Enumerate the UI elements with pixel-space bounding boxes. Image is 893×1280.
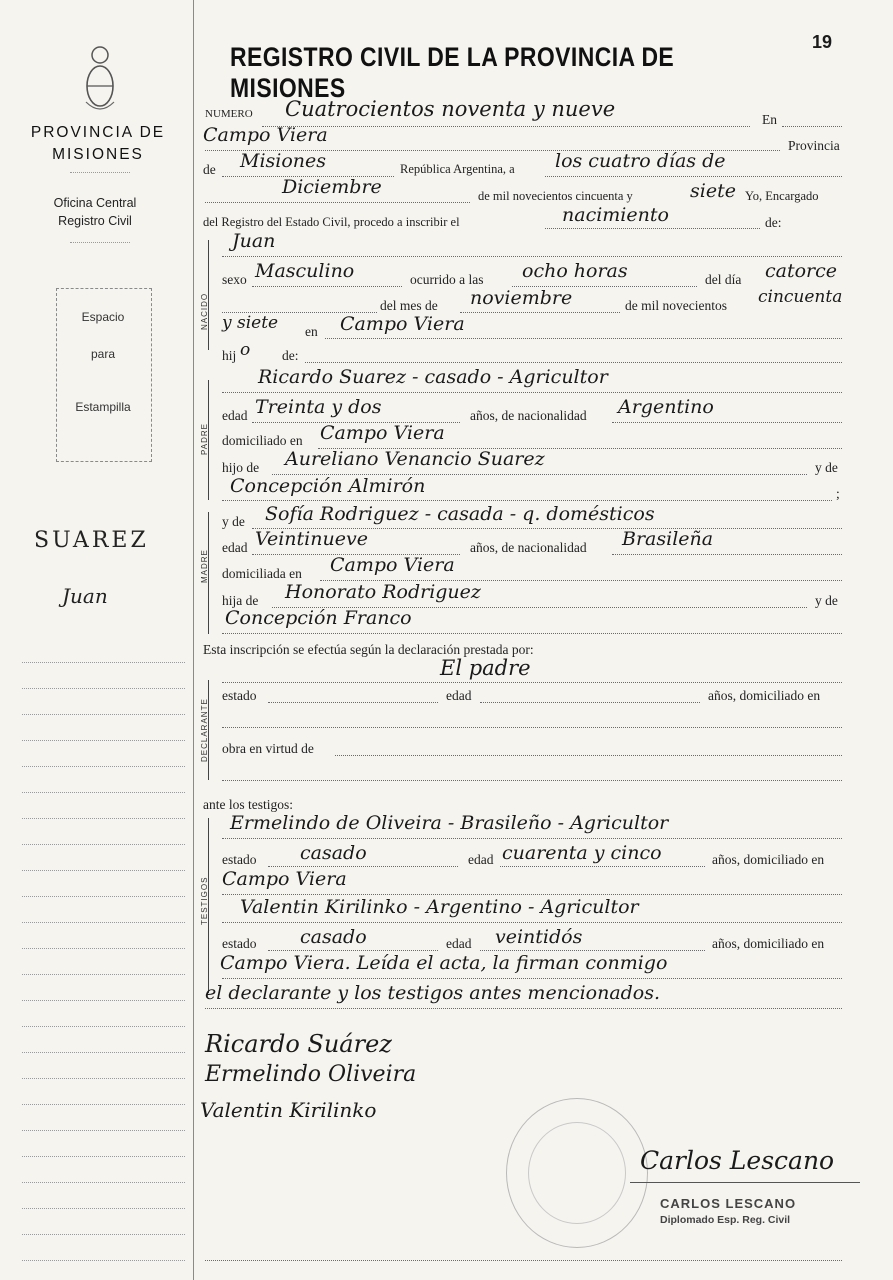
declarant-value: El padre [440, 656, 531, 680]
w2-estado-label: estado [222, 936, 257, 951]
hijo-label: hij [222, 348, 237, 363]
margin-rule [193, 0, 194, 1280]
coat-of-arms-icon [80, 44, 120, 114]
mother-domicile-label: domiciliada en [222, 566, 302, 581]
section-bracket [208, 380, 209, 500]
sexo-label: sexo [222, 272, 247, 287]
section-label-padre: PADRE [200, 423, 209, 455]
province-line2: MISIONES [52, 146, 144, 163]
mother-parents1: Honorato Rodriguez [285, 581, 481, 603]
de-label: de [203, 162, 216, 177]
w1-estado-label: estado [222, 852, 257, 867]
mother-y-de-label-2: y de [815, 593, 838, 608]
testigos-label: ante los testigos: [203, 797, 293, 812]
birth-year-value2: y siete [222, 313, 279, 333]
province-value: Misiones [240, 150, 327, 172]
declarant-edad-label: edad [446, 688, 472, 703]
province-line1: PROVINCIA DE [30, 124, 166, 141]
sexo-value: Masculino [255, 260, 355, 282]
w2-anos-label: años, domiciliado en [712, 936, 825, 951]
stamp-label-3: Estampilla [75, 400, 131, 414]
office-line1: Oficina Central [53, 196, 137, 210]
witness1-value: Ermelindo de Oliveira - Brasileño - Agricultor [230, 812, 669, 834]
father-parents1: Aureliano Venancio Suarez [285, 448, 545, 470]
numero-label: NUMERO [205, 108, 253, 120]
closing-line: el declarante y los testigos antes mencionados. [205, 982, 661, 1004]
stamp-label-2: para [90, 347, 116, 361]
provincia-label: Provincia [788, 138, 840, 153]
en-label: En [762, 112, 777, 127]
act-value: nacimiento [562, 204, 669, 226]
page-number: 19 [812, 32, 833, 52]
registro-label: del Registro del Estado Civil, procedo a inscribir el [203, 215, 460, 229]
inscripcion-label: Esta inscripción se efectúa según la declaración prestada por: [203, 642, 534, 657]
officer-title: Diplomado Esp. Reg. Civil [660, 1214, 791, 1226]
section-bracket [208, 818, 209, 993]
given-name-margin: Juan [62, 584, 108, 608]
birth-month-value: noviembre [470, 287, 573, 309]
hour-value: ocho horas [522, 260, 628, 282]
encargado-label: Yo, Encargado [745, 189, 819, 203]
mother-y-de-label: y de [222, 514, 245, 529]
father-age: Treinta y dos [255, 396, 382, 418]
signature-2: Ermelindo Oliveira [205, 1062, 417, 1087]
office-line2: Registro Civil [58, 214, 132, 228]
father-y-de-label: y de [815, 460, 838, 475]
mother-nationality: Brasileña [622, 528, 714, 550]
section-label-nacido: NACIDO [200, 292, 209, 330]
del-dia-label: del día [705, 272, 742, 287]
ocurrido-label: ocurrido a las [410, 272, 484, 287]
republica-label: República Argentina, a [400, 162, 515, 176]
w1-edad-value: cuarenta y cinco [502, 842, 662, 864]
w2-edad-label: edad [446, 936, 472, 951]
section-bracket [208, 240, 209, 350]
section-bracket [208, 512, 209, 634]
de2-label: de: [765, 215, 782, 230]
obra-label: obra en virtud de [222, 741, 314, 756]
section-label-madre: MADRE [200, 549, 209, 583]
en2-label: en [305, 324, 318, 339]
w1-anos-label: años, domiciliado en [712, 852, 825, 867]
birth-year-value1: cincuenta [758, 287, 843, 307]
mother-parents2: Concepción Franco [225, 607, 412, 629]
day-value: los cuatro días de [555, 150, 726, 172]
mother-edad-label: edad [222, 540, 248, 555]
w1-domicile: Campo Viera [222, 868, 347, 890]
w2-edad-value: veintidós [495, 926, 583, 948]
father-edad-label: edad [222, 408, 248, 423]
numero-value: Cuatrocientos noventa y nueve [285, 97, 616, 121]
month-value: Diciembre [282, 176, 382, 198]
section-label-declarante: DECLARANTE [200, 698, 209, 762]
hijo-value: o [240, 340, 251, 360]
year-label: de mil novecientos cincuenta y [478, 189, 633, 203]
father-hijo-de-label: hijo de [222, 460, 260, 475]
divider [70, 172, 130, 173]
father-nationality: Argentino [618, 396, 714, 418]
declarant-estado-label: estado [222, 688, 257, 703]
mother-value: Sofía Rodriguez - casada - q. domésticos [265, 503, 655, 525]
father-value: Ricardo Suarez - casado - Agricultor [258, 366, 608, 388]
surname-margin: SUAREZ [34, 528, 149, 553]
father-domicile: Campo Viera [320, 422, 445, 444]
mes-label: del mes de [380, 298, 438, 313]
mother-hija-de-label: hija de [222, 593, 259, 608]
signature-1: Ricardo Suárez [205, 1030, 392, 1058]
mil-label: de mil novecientos [625, 298, 727, 313]
father-parents2: Concepción Almirón [230, 475, 426, 497]
de3-label: de: [282, 348, 299, 363]
mother-age: Veintinueve [255, 528, 368, 550]
declarant-anos-label: años, domiciliado en [708, 688, 821, 703]
place-value: Campo Viera [203, 124, 328, 146]
officer-signature: Carlos Lescano [640, 1146, 835, 1175]
section-label-testigos: TESTIGOS [200, 876, 209, 925]
father-anos-label: años, de nacionalidad [470, 408, 587, 423]
child-name: Juan [232, 230, 276, 252]
birth-day-value: catorce [765, 260, 838, 282]
witness2-value: Valentin Kirilinko - Argentino - Agricultor [240, 896, 639, 918]
w2-estado-value: casado [300, 926, 367, 948]
w1-estado-value: casado [300, 842, 367, 864]
section-bracket [208, 680, 209, 780]
father-domicile-label: domiciliado en [222, 433, 303, 448]
w1-edad-label: edad [468, 852, 494, 867]
divider [70, 242, 130, 243]
w2-domicile-line: Campo Viera. Leída el acta, la firman conmigo [220, 952, 668, 974]
mother-anos-label: años, de nacionalidad [470, 540, 587, 555]
signature-3: Valentin Kirilinko [200, 1098, 377, 1122]
year-value: siete [690, 180, 736, 202]
stamp-label-1: Espacio [81, 310, 125, 324]
father-colon: ; [836, 486, 840, 501]
page-title: REGISTRO CIVIL DE LA PROVINCIA DE MISIONES [230, 42, 675, 103]
birth-place-value: Campo Viera [340, 313, 465, 335]
mother-domicile: Campo Viera [330, 554, 455, 576]
officer-name: CARLOS LESCANO [660, 1196, 797, 1211]
official-seal-inner [528, 1122, 626, 1224]
